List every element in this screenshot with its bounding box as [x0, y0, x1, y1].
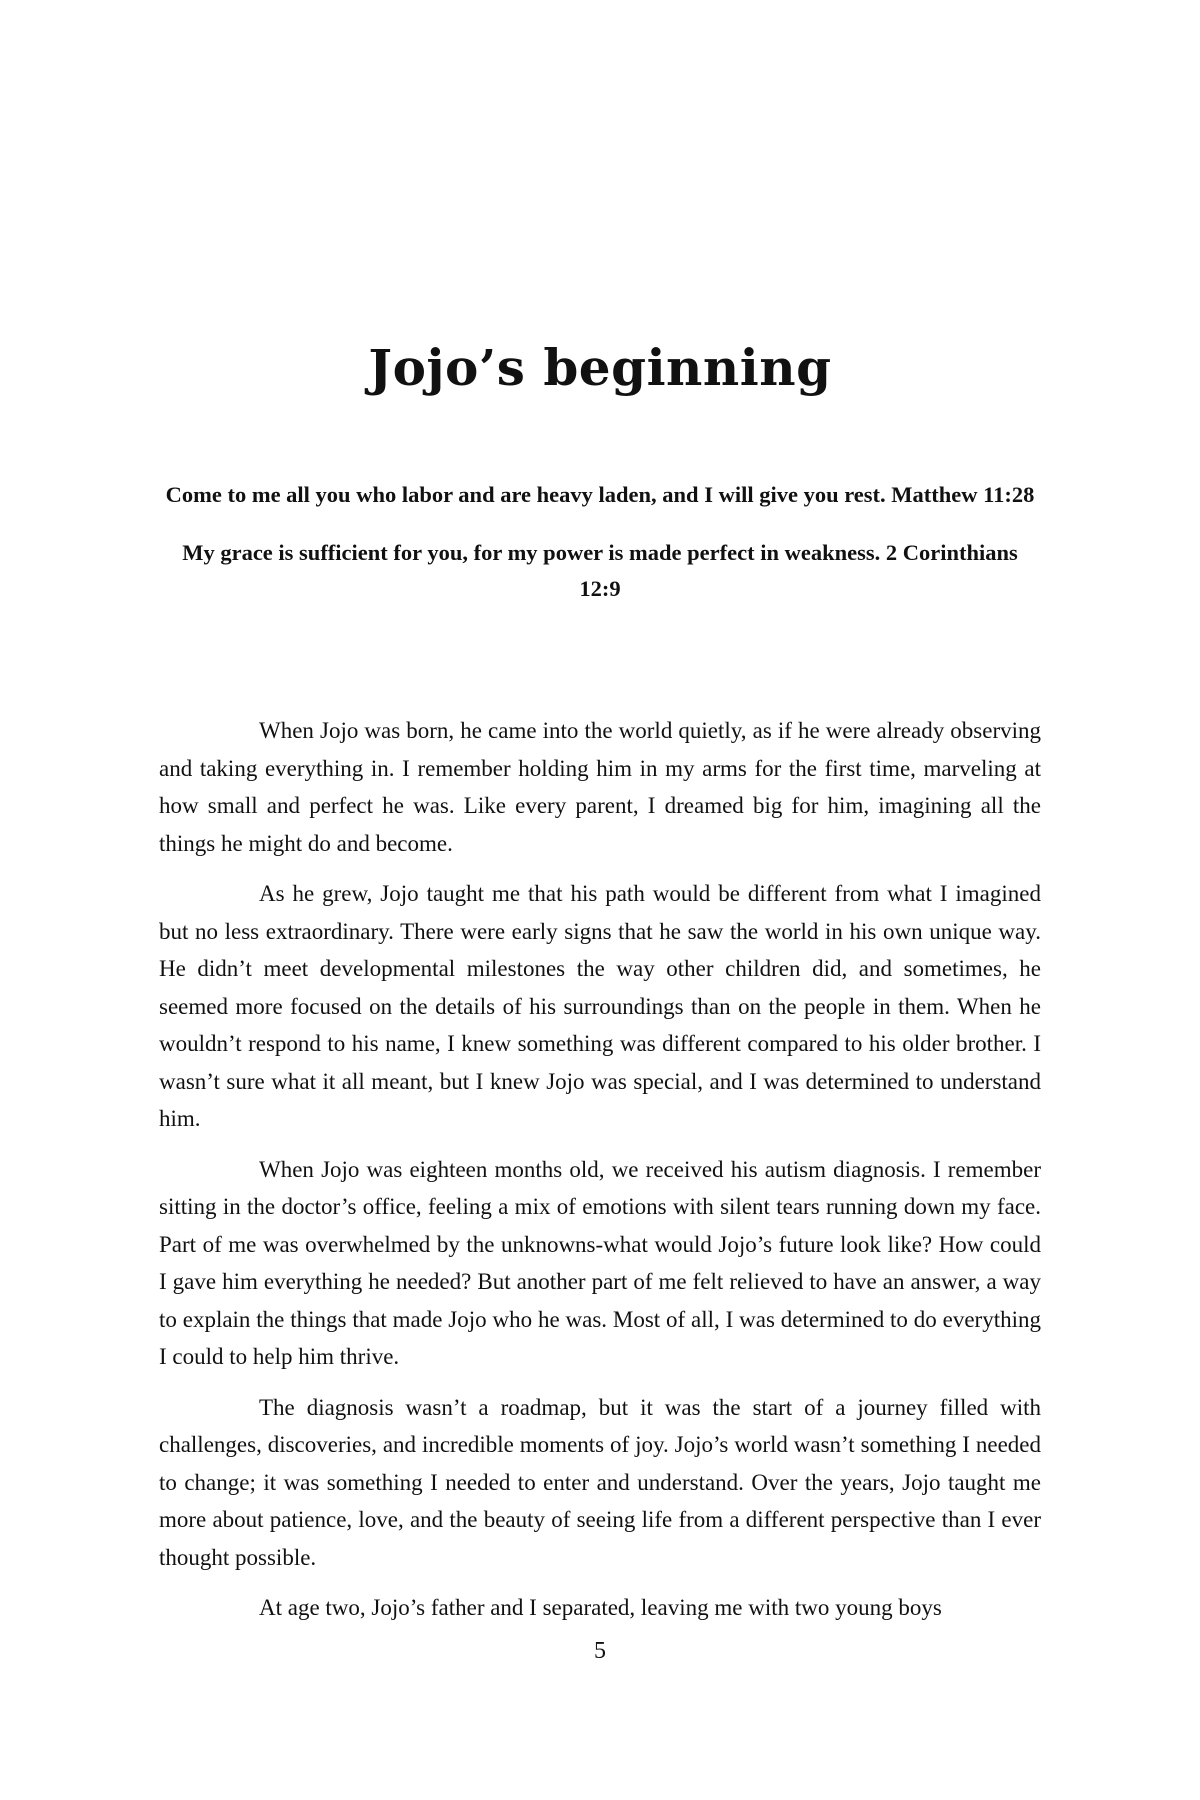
epigraph-matthew: Come to me all you who labor and are heavy laden, and I will give you rest. Matthew 11:28	[165, 482, 1035, 507]
epigraph-corinthians: My grace is sufficient for you, for my power is made perfect in weakness. 2 Corinthians 12:9	[182, 540, 1018, 601]
paragraph-continued: At age two, Jojo’s father and I separated, leaving me with two young boys	[259, 1595, 942, 1620]
page-number: 5	[594, 1638, 606, 1664]
epigraph-block	[160, 477, 1040, 629]
paragraph: The diagnosis wasn’t a roadmap, but it was the start of a journey filled with challenges, discoveries, and incredible moments of joy. Jojo’s world wasn’t something I needed to change; it was something I needed to enter and understand. Over the years, Jojo taught me more about patience, love, and the beauty of seeing life from a different perspective than I ever thought possible.	[159, 1394, 1041, 1570]
paragraph: When Jojo was eighteen months old, we received his autism diagnosis. I remember sitting in the doctor’s office, feeling a mix of emotions with silent tears running down my face. Part of me was overwhelmed by the unknowns-what would Jojo’s future look like? How could I gave him everything he needed? But another part of me felt relieved to have an answer, a way to explain the things that made Jojo who he was. Most of all, I was determined to do everything I could to help him thrive.	[159, 1156, 1041, 1369]
chapter-body	[159, 712, 1041, 1640]
chapter-title: Jojo’s beginning	[368, 338, 832, 397]
paragraph: When Jojo was born, he came into the world quietly, as if he were already observing and taking everything in. I remember holding him in my arms for the first time, marveling at how small and perfect he was. Like every parent, I dreamed big for him, imagining all the things he might do and become.	[159, 718, 1041, 856]
paragraph: As he grew, Jojo taught me that his path would be different from what I imagined but no less extraordinary. There were early signs that he saw the world in his own unique way. He didn’t meet developmental milestones the way other children did, and sometimes, he seemed more focused on the details of his surroundings than on the people in them. When he wouldn’t respond to his name, I knew something was different compared to his older brother. I wasn’t sure what it all meant, but I knew Jojo was special, and I was determined to understand him.	[159, 881, 1041, 1131]
